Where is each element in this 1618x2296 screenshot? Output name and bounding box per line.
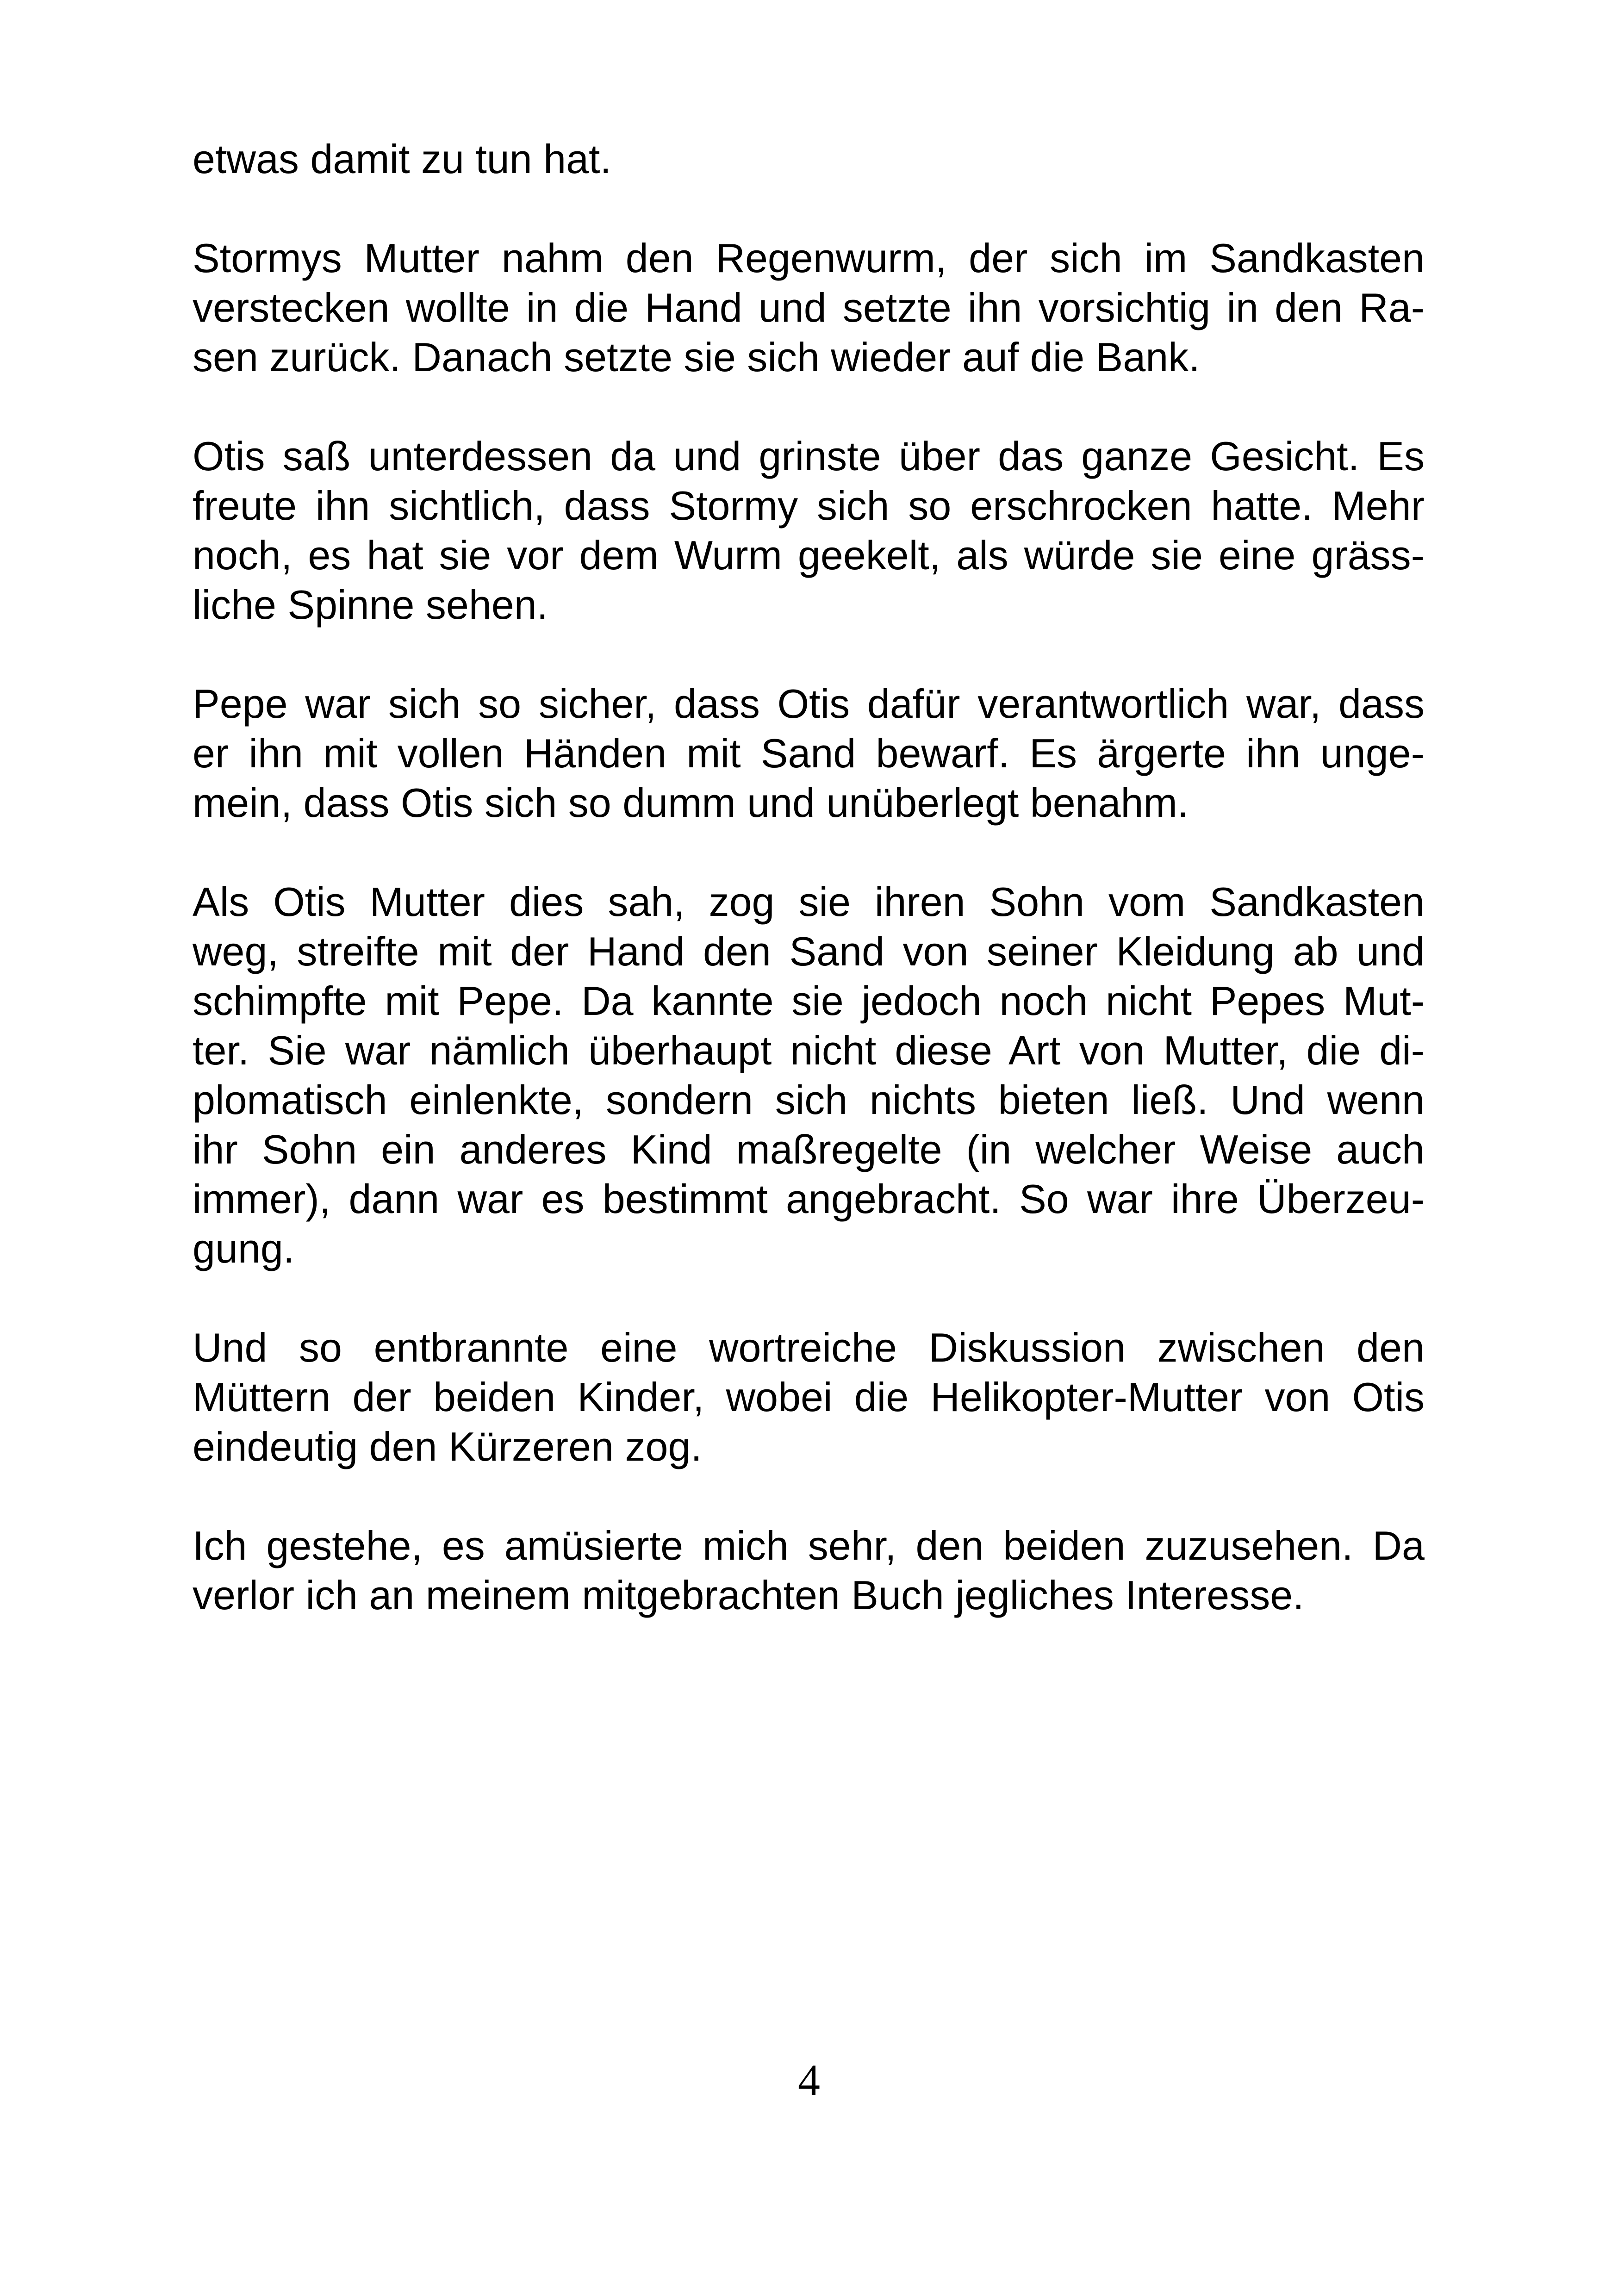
page-number: 4 (798, 2055, 820, 2105)
text-line: etwas damit zu tun hat. (193, 136, 611, 182)
text-line: gung. (193, 1226, 295, 1271)
text-line: eindeutig den Kürzeren zog. (193, 1424, 702, 1469)
text-line: verlor ich an meinem mitgebrachten Buch jegliches Interesse. (193, 1572, 1304, 1618)
text-line: Stormys Mutter nahm den Regenwurm, der sich im Sandkasten (193, 235, 1425, 281)
text-line: mein, dass Otis sich so dumm und unüberlegt benahm. (193, 780, 1189, 826)
paragraph-5 (193, 877, 1425, 1273)
paragraph-7 (193, 1521, 1425, 1620)
text-line: weg, streifte mit der Hand den Sand von seiner Kleidung ab und (193, 928, 1425, 974)
paragraph-6 (193, 1323, 1425, 1471)
text-line: immer), dann war es bestimmt angebracht. So war ihre Überzeu- (193, 1176, 1425, 1222)
paragraph-2 (193, 233, 1425, 382)
text-line: Müttern der beiden Kinder, wobei die Helikopter-Mutter von Otis (193, 1374, 1425, 1420)
text-line: sen zurück. Danach setzte sie sich wieder auf die Bank. (193, 334, 1200, 380)
text-line: Und so entbrannte eine wortreiche Diskussion zwischen den (193, 1325, 1425, 1370)
text-line: Otis saß unterdessen da und grinste über das ganze Gesicht. Es (193, 433, 1425, 479)
text-line: Ich gestehe, es amüsierte mich sehr, den beiden zuzusehen. Da (193, 1523, 1425, 1568)
paragraph-1 (193, 134, 1425, 184)
text-line: plomatisch einlenkte, sondern sich nichts bieten ließ. Und wenn (193, 1077, 1425, 1123)
text-line: schimpfte mit Pepe. Da kannte sie jedoch noch nicht Pepes Mut- (193, 978, 1425, 1024)
text-line: verstecken wollte in die Hand und setzte ihn vorsichtig in den Ra- (193, 285, 1425, 330)
body-text (193, 134, 1425, 1669)
text-line: noch, es hat sie vor dem Wurm geekelt, als würde sie eine gräss- (193, 532, 1425, 578)
text-line: freute ihn sichtlich, dass Stormy sich so erschrocken hatte. Mehr (193, 483, 1425, 529)
text-line: Pepe war sich so sicher, dass Otis dafür verantwortlich war, dass (193, 681, 1425, 727)
paragraph-3 (193, 431, 1425, 629)
text-line: ihr Sohn ein anderes Kind maßregelte (in welcher Weise auch (193, 1126, 1425, 1172)
text-line: liche Spinne sehen. (193, 582, 548, 628)
paragraph-4 (193, 679, 1425, 828)
text-line: Als Otis Mutter dies sah, zog sie ihren Sohn vom Sandkasten (193, 879, 1425, 925)
text-line: ter. Sie war nämlich überhaupt nicht diese Art von Mutter, die di- (193, 1027, 1425, 1073)
text-line: er ihn mit vollen Händen mit Sand bewarf. Es ärgerte ihn unge- (193, 730, 1425, 776)
